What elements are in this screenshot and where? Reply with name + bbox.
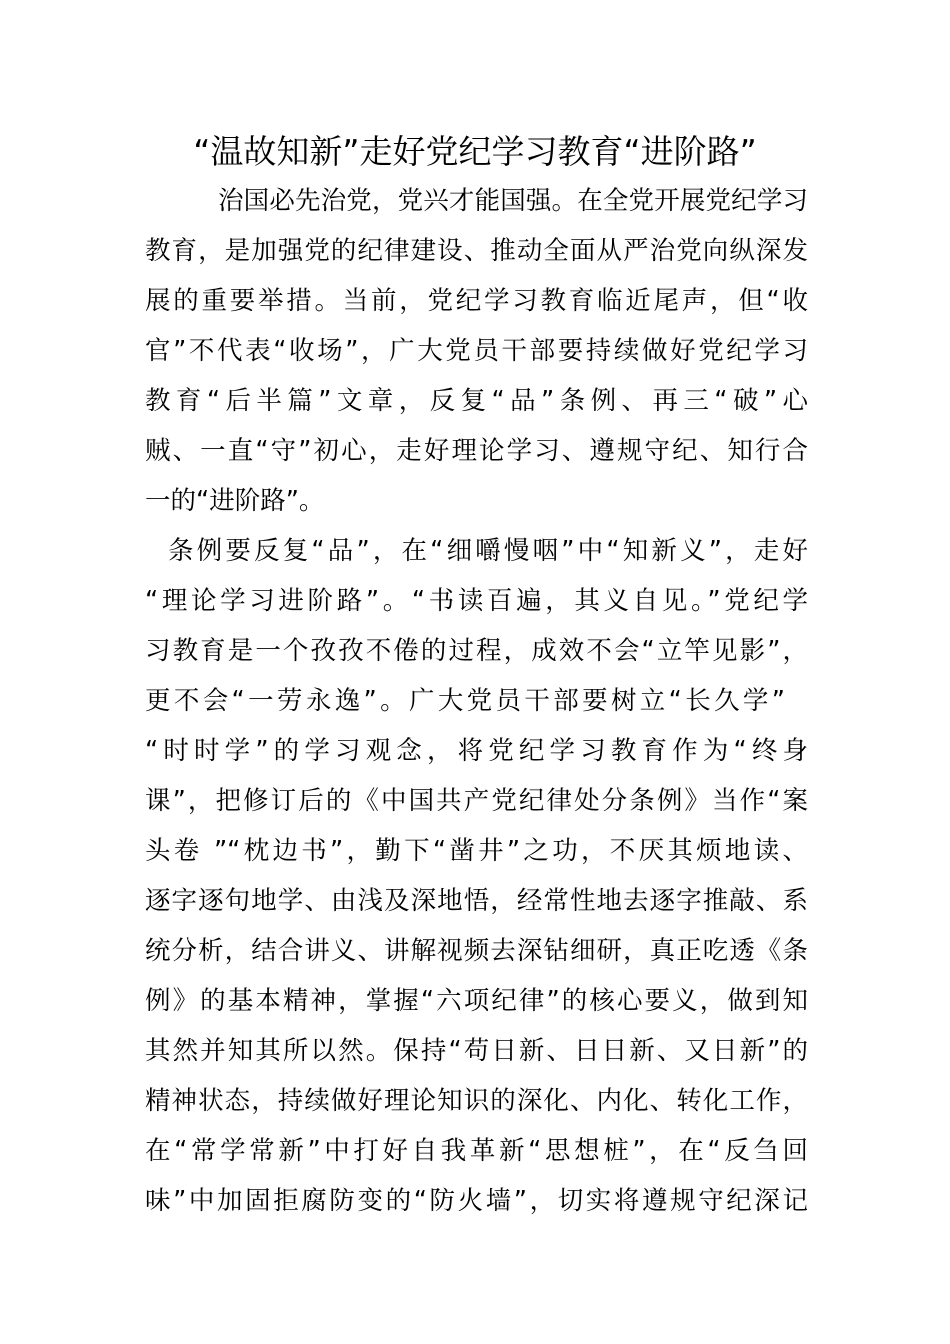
paragraph-line: 味”中加固拒腐防变的“防火墙”，切实将遵规守纪深记: [145, 1186, 808, 1216]
paragraph-line: 习教育是一个孜孜不倦的过程，成效不会“立竿见影”，: [145, 636, 808, 666]
paragraph-line: 一的“进阶路”。: [145, 486, 325, 516]
paragraph-line: “时时学”的学习观念，将党纪学习教育作为“终身: [145, 736, 808, 766]
paragraph-line: 在“常学常新”中打好自我革新“思想桩”，在“反刍回: [145, 1136, 808, 1166]
paragraph-line: 教育“后半篇”文章，反复“品”条例、再三“破”心: [145, 386, 808, 416]
paragraph-line: 逐字逐句地学、由浅及深地悟，经常性地去逐字推敲、系: [145, 886, 808, 916]
paragraph-line: 统分析，结合讲义、讲解视频去深钻细研，真正吃透《条: [145, 936, 808, 966]
paragraph-line: 条例要反复“品”，在“细嚼慢咽”中“知新义”，走好: [168, 536, 808, 566]
paragraph-line: “理论学习进阶路”。“书读百遍，其义自见。”党纪学: [145, 586, 808, 616]
paragraph-line: 其然并知其所以然。保持“苟日新、日日新、又日新”的: [145, 1036, 808, 1066]
document-title: “温故知新”走好党纪学习教育“进阶路”: [193, 132, 757, 171]
paragraph-line: 官”不代表“收场”，广大党员干部要持续做好党纪学习: [145, 336, 808, 366]
paragraph-line: 精神状态，持续做好理论知识的深化、内化、转化工作，: [145, 1086, 808, 1116]
paragraph-line: 更不会“一劳永逸”。广大党员干部要树立“长久学”: [145, 686, 785, 716]
paragraph-line: 课”，把修订后的《中国共产党纪律处分条例》当作“案: [145, 786, 808, 816]
paragraph-line: 治国必先治党，党兴才能国强。在全党开展党纪学习: [218, 186, 808, 216]
paragraph-line: 贼、一直“守”初心，走好理论学习、遵规守纪、知行合: [145, 436, 808, 466]
paragraph-line: 头卷 ”“枕边书”，勤下“凿井”之功，不厌其烦地读、: [145, 836, 808, 866]
paragraph-line: 例》的基本精神，掌握“六项纪律”的核心要义，做到知: [145, 986, 808, 1016]
paragraph-line: 教育，是加强党的纪律建设、推动全面从严治党向纵深发: [145, 236, 808, 266]
paragraph-line: 展的重要举措。当前，党纪学习教育临近尾声，但“收: [145, 286, 808, 316]
